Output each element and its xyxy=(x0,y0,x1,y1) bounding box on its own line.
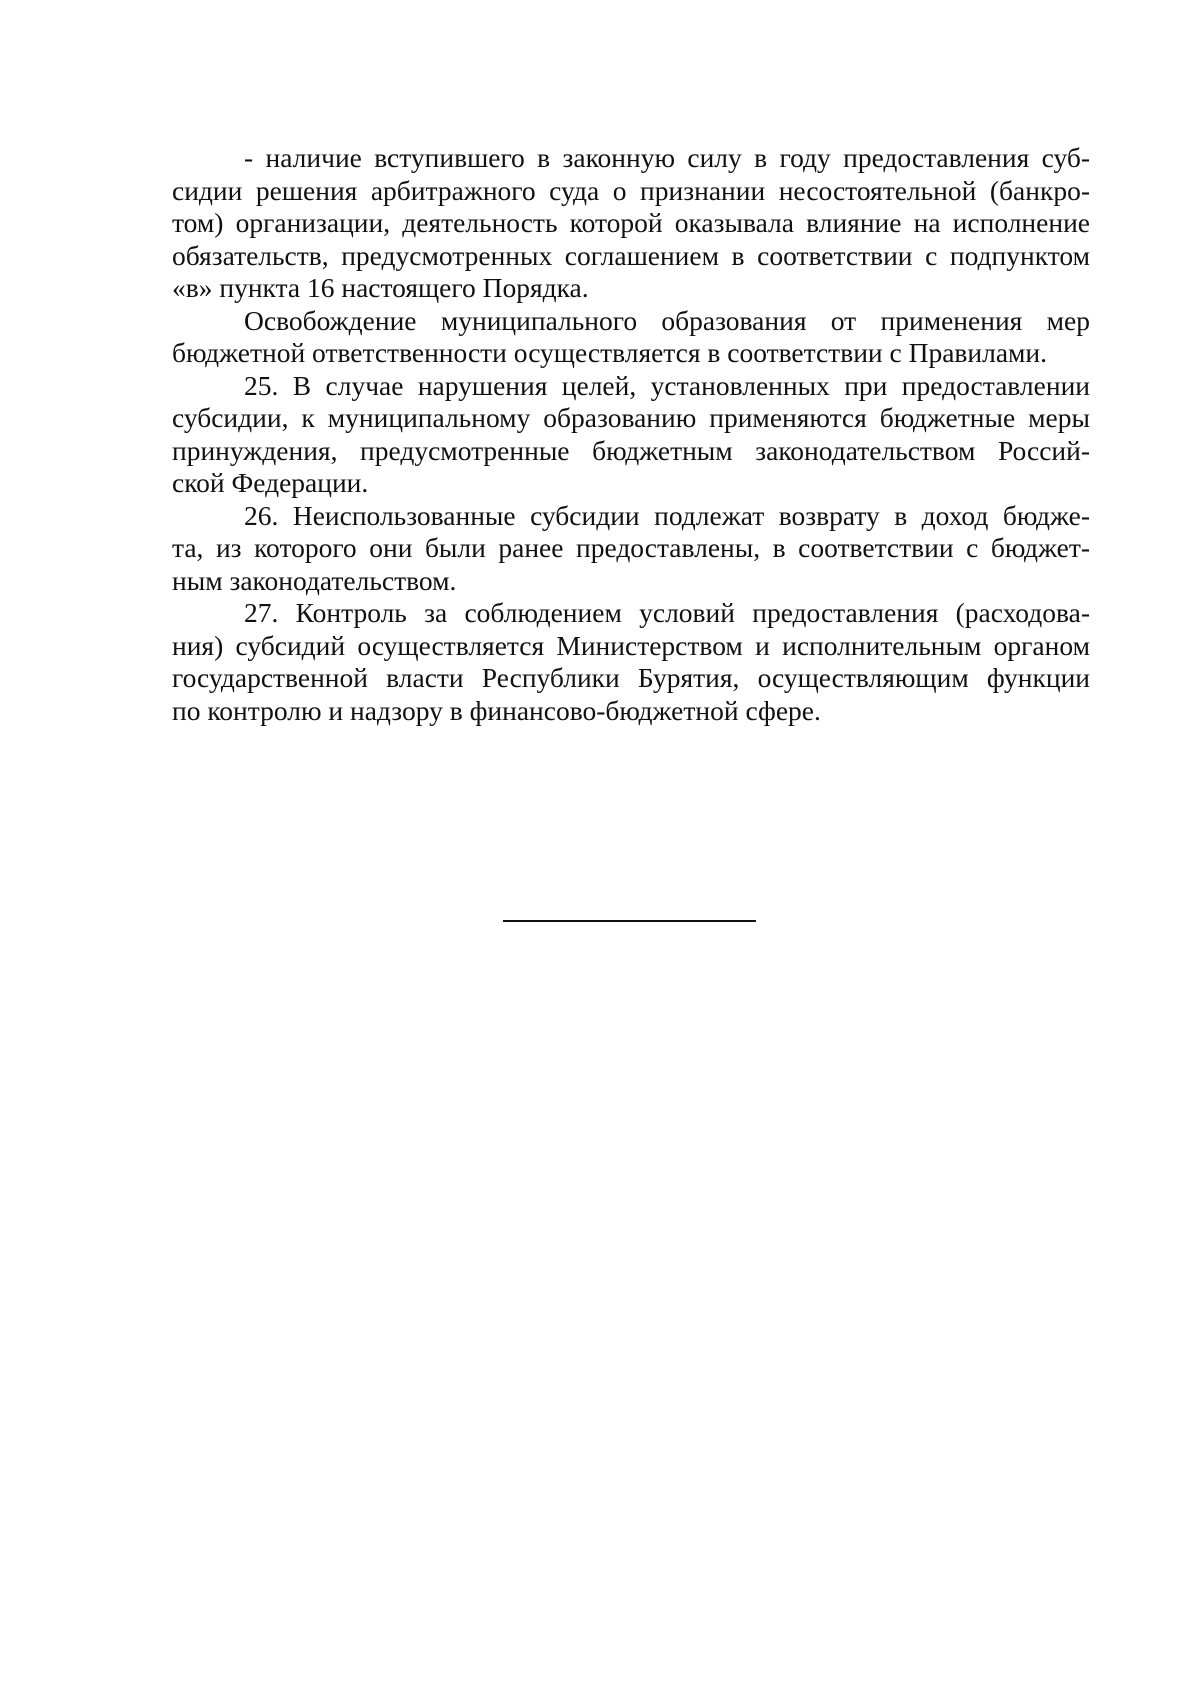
text-line: бюджетной ответственности осуществляется в соответствии с Правилами. xyxy=(172,337,1048,368)
text-line: «в» пункта 16 настоящего Порядка. xyxy=(172,272,589,303)
text-line: 26. Неиспользованные субсидии подлежат возврату в доход бюдже- xyxy=(244,499,1090,531)
text-line: принуждения, предусмотренные бюджетным законодательством Россий- xyxy=(172,434,1090,466)
paragraph-clause-25 xyxy=(172,370,1090,500)
paragraph-clause-26 xyxy=(172,500,1090,598)
text-line: 25. В случае нарушения целей, установленных при предоставлении xyxy=(244,369,1090,401)
text-line: Освобождение муниципального образования от применения мер xyxy=(244,304,1090,336)
text-line: субсидии, к муниципальному образованию применяются бюджетные меры xyxy=(172,402,1090,433)
paragraph-bankruptcy-condition xyxy=(172,142,1090,305)
text-line: сидии решения арбитражного суда о признании несостоятельной (банкро- xyxy=(172,174,1090,206)
text-line: по контролю и надзору в финансово-бюджетной сфере. xyxy=(172,694,821,726)
document-body xyxy=(172,142,1090,727)
text-line: ской Федерации. xyxy=(172,467,369,498)
text-line: - наличие вступившего в законную силу в году предоставления суб- xyxy=(244,142,1090,173)
paragraph-exemption xyxy=(172,305,1090,370)
end-separator-line xyxy=(503,920,756,922)
text-line: ным законодательством. xyxy=(172,564,457,596)
text-line: ния) субсидий осуществляется Министерством и исполнительным органом xyxy=(172,629,1090,661)
text-line: обязательств, предусмотренных соглашением в соответствии с подпунктом xyxy=(172,239,1090,271)
text-line: государственной власти Республики Бурятия, осуществляющим функции xyxy=(172,662,1090,693)
text-line: том) организации, деятельность которой оказывала влияние на исполнение xyxy=(172,207,1090,238)
text-line: та, из которого они были ранее предоставлены, в соответствии с бюджет- xyxy=(172,532,1090,563)
paragraph-clause-27 xyxy=(172,597,1090,727)
text-line: 27. Контроль за соблюдением условий предоставления (расходова- xyxy=(244,597,1090,628)
